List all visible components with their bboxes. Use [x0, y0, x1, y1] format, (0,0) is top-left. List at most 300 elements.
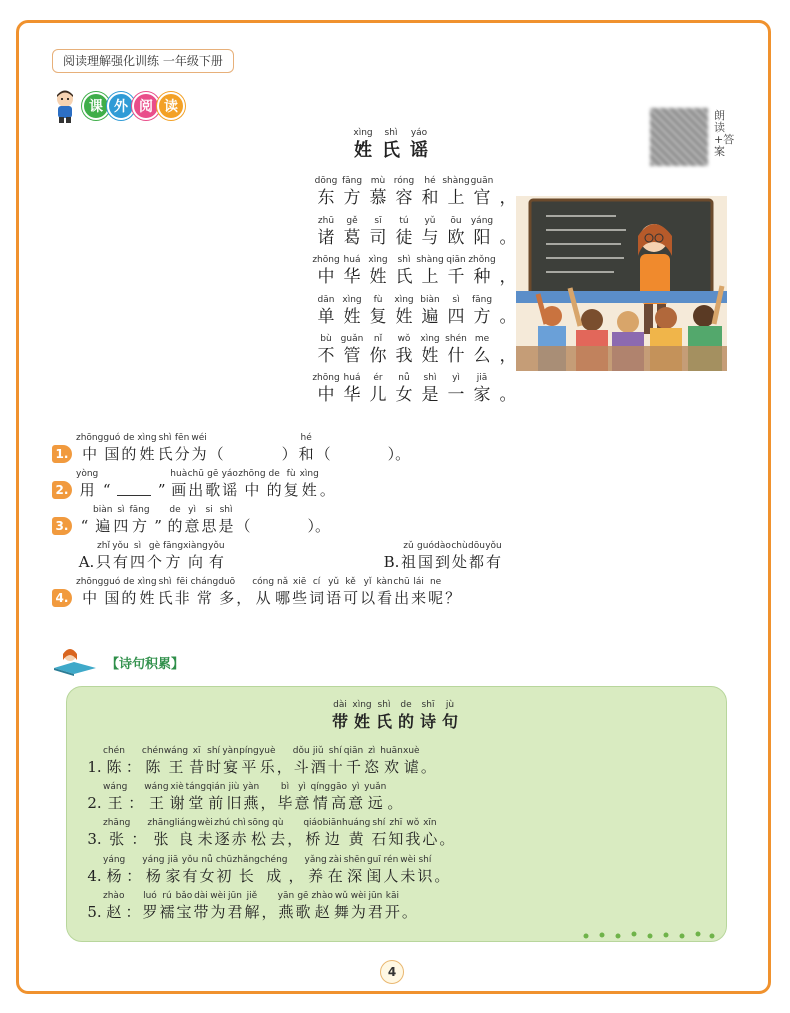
- ruby-char: [169, 782, 186, 813]
- book-title-tag: 阅读理解强化训练 一年级下册: [52, 49, 234, 73]
- ruby-char: [365, 855, 382, 886]
- ruby-char: [191, 433, 208, 464]
- ruby-char: [124, 891, 141, 922]
- ruby-char: [485, 541, 502, 572]
- hanzi: 带: [193, 903, 209, 921]
- ruby-char: [329, 700, 351, 733]
- book-girl-icon: [50, 646, 102, 676]
- pinyin: yǔ: [328, 577, 340, 587]
- hanzi: （: [235, 517, 251, 535]
- pinyin: sì: [117, 505, 125, 515]
- hanzi: 画: [171, 481, 187, 499]
- ruby-char: [359, 577, 376, 608]
- hanzi: 华: [343, 385, 361, 405]
- hanzi: 。: [401, 903, 417, 921]
- pinyin: táng: [185, 782, 207, 792]
- hanzi: 5.: [87, 903, 102, 921]
- hanzi: “: [102, 481, 111, 499]
- pinyin: cóng: [252, 577, 275, 587]
- pinyin: yòng: [76, 469, 99, 479]
- pinyin: cháng: [190, 577, 219, 587]
- hanzi: 昔: [189, 758, 205, 776]
- hanzi: 。: [499, 307, 517, 327]
- ruby-char: [339, 216, 365, 249]
- hanzi: 出: [188, 481, 204, 499]
- text-line: [313, 334, 521, 367]
- ruby-char: [208, 433, 225, 464]
- pinyin: nǐ: [373, 334, 383, 344]
- pinyin: qù: [272, 818, 284, 828]
- ruby-char: [319, 469, 336, 500]
- hanzi: 宴: [223, 758, 239, 776]
- pinyin: xìng: [299, 469, 319, 479]
- pinyin: zhōng: [76, 433, 104, 443]
- pinyin: jiā: [167, 855, 179, 865]
- pinyin: róng: [393, 176, 415, 186]
- pinyin: yǐ: [363, 577, 372, 587]
- ruby-char: [400, 541, 417, 572]
- ruby-char: [323, 818, 342, 849]
- pinyin: de: [123, 577, 135, 587]
- pinyin: de: [268, 469, 280, 479]
- pinyin: xuè: [403, 746, 420, 756]
- pinyin: jiā: [476, 373, 488, 383]
- pinyin: xìng: [137, 433, 157, 443]
- ruby-char: [339, 295, 365, 328]
- pinyin: shén: [445, 334, 467, 344]
- hanzi: 谣: [222, 481, 238, 499]
- ruby-char: [451, 541, 468, 572]
- pinyin: shì: [397, 255, 411, 265]
- pinyin: zhāng: [147, 818, 175, 828]
- pinyin: bì: [280, 782, 290, 792]
- ruby-char: [112, 505, 129, 536]
- hanzi: 多: [219, 589, 235, 607]
- hanzi: A.: [78, 553, 95, 571]
- pinyin: shí: [207, 746, 221, 756]
- pinyin: yàn: [222, 746, 239, 756]
- ruby-char: [311, 782, 331, 813]
- hanzi: 句: [441, 712, 458, 731]
- hanzi: 姓: [301, 481, 317, 499]
- ruby-char: [401, 891, 418, 922]
- ruby-char: [239, 746, 259, 777]
- ruby-char: [86, 746, 103, 777]
- hanzi: 葛: [343, 228, 361, 248]
- ruby-char: [137, 577, 156, 608]
- pinyin: shì: [158, 433, 172, 443]
- pinyin: xī: [192, 746, 201, 756]
- ruby-char: [339, 334, 365, 367]
- pinyin: shì: [384, 128, 398, 138]
- hanzi: 姓: [354, 140, 372, 161]
- ruby-char: [120, 577, 137, 608]
- ruby-char: [291, 577, 308, 608]
- hanzi: 黄: [348, 830, 364, 848]
- text-line: [313, 255, 521, 288]
- ruby-char: [274, 577, 291, 608]
- hanzi: 管: [343, 346, 361, 366]
- hanzi: B.: [383, 553, 400, 571]
- ruby-char: [311, 891, 332, 922]
- hanzi: 哪: [275, 589, 291, 607]
- pinyin: guǎn: [340, 334, 364, 344]
- pinyin: yǒu: [485, 541, 502, 551]
- pinyin: dān: [317, 295, 335, 305]
- poem-title: [349, 128, 433, 163]
- ruby-char: [469, 334, 495, 367]
- pinyin: xīn: [423, 818, 437, 828]
- ruby-char: [351, 700, 373, 733]
- pinyin: hé: [424, 176, 436, 186]
- pinyin: gē: [297, 891, 309, 901]
- hanzi: 的: [167, 517, 183, 535]
- ruby-char: [443, 334, 469, 367]
- hanzi: 心: [422, 830, 438, 848]
- hanzi: ）: [281, 445, 297, 463]
- hanzi: 只: [95, 553, 111, 571]
- hanzi: 中: [244, 481, 260, 499]
- text-line: [313, 295, 521, 328]
- hanzi: 恣: [364, 758, 380, 776]
- hanzi: 方: [473, 307, 491, 327]
- pinyin: mù: [370, 176, 386, 186]
- ruby-char: [182, 855, 199, 886]
- pinyin: shì: [377, 700, 391, 710]
- ruby-char: [365, 255, 391, 288]
- ruby-char: [439, 700, 461, 733]
- hanzi: 千: [447, 267, 465, 287]
- hanzi: 去: [270, 830, 286, 848]
- hanzi: 官: [473, 188, 491, 208]
- hanzi: 张: [109, 830, 125, 848]
- hanzi: 司: [369, 228, 387, 248]
- hanzi: 杨: [145, 867, 161, 885]
- pinyin: dài: [333, 700, 347, 710]
- hanzi: （: [208, 445, 224, 463]
- pinyin: biàn: [93, 505, 113, 515]
- pinyin: guī: [366, 855, 381, 865]
- pinyin: xìng: [420, 334, 440, 344]
- ruby-char: [174, 433, 191, 464]
- ruby-char: [103, 433, 120, 464]
- ruby-char: [163, 541, 183, 572]
- ruby-char: [294, 891, 311, 922]
- hanzi: 赵: [106, 903, 122, 921]
- ruby-char: [310, 746, 327, 777]
- underline-blank[interactable]: [117, 495, 151, 496]
- pinyin: píng: [239, 746, 259, 756]
- ruby-char: [313, 216, 339, 249]
- pinyin: tú: [399, 216, 409, 226]
- ruby-char: [342, 577, 359, 608]
- pinyin: xiē: [292, 577, 307, 587]
- ruby-char: [377, 128, 405, 163]
- ruby-char: [103, 891, 124, 922]
- hanzi: 成: [266, 867, 282, 885]
- pinyin: chén: [103, 746, 125, 756]
- ruby-char: [495, 373, 521, 406]
- hanzi: 有: [112, 553, 128, 571]
- pinyin: yuè: [258, 746, 276, 756]
- ruby-char: [86, 855, 103, 886]
- ruby-char: [147, 818, 174, 849]
- hanzi: 千: [345, 758, 361, 776]
- pinyin: chéng: [259, 855, 288, 865]
- pinyin: wèi: [197, 818, 213, 828]
- ruby-char: [281, 433, 298, 464]
- hanzi: 阳: [473, 228, 491, 248]
- hanzi: 诸: [317, 228, 335, 248]
- pinyin: guó: [103, 433, 121, 443]
- hanzi: ？: [445, 589, 461, 607]
- ruby-char: [391, 176, 417, 209]
- pinyin: chū: [215, 855, 233, 865]
- pinyin: chén: [141, 746, 164, 756]
- hanzi: ，: [260, 794, 276, 812]
- hanzi: 歌: [295, 903, 311, 921]
- ruby-char: [365, 373, 391, 406]
- pinyin: luó: [143, 891, 157, 901]
- hanzi: 我: [405, 830, 421, 848]
- ruby-char: [218, 577, 235, 608]
- ruby-char: [226, 782, 243, 813]
- ruby-char: [443, 373, 469, 406]
- question-number: 1.: [52, 445, 72, 463]
- hanzi: 上: [421, 267, 439, 287]
- pinyin: shàng: [442, 176, 470, 186]
- ruby-char: [120, 433, 137, 464]
- ruby-char: [243, 782, 260, 813]
- hanzi: 我: [395, 346, 413, 366]
- pinyin: qián: [206, 782, 226, 792]
- ruby-char: [391, 255, 417, 288]
- pinyin: xìng: [342, 295, 362, 305]
- ruby-char: [350, 891, 367, 922]
- ruby-char: [76, 469, 98, 500]
- hanzi: 高: [331, 794, 347, 812]
- hanzi: 谑: [403, 758, 419, 776]
- hanzi: 谢: [169, 794, 185, 812]
- ruby-char: [303, 818, 322, 849]
- pinyin: xìng: [137, 577, 157, 587]
- pinyin: huáng: [342, 818, 371, 828]
- hanzi: 姓: [369, 267, 387, 287]
- hanzi: 酒: [310, 758, 326, 776]
- pinyin: shī: [421, 700, 435, 710]
- ruby-char: [248, 818, 270, 849]
- pinyin: cí: [312, 577, 321, 587]
- ruby-char: [417, 176, 443, 209]
- hanzi: 2.: [87, 794, 102, 812]
- pinyin: zhǎng: [232, 855, 260, 865]
- ruby-char: [183, 541, 208, 572]
- pinyin: yǔ: [424, 216, 436, 226]
- hanzi: 姓: [139, 589, 155, 607]
- pinyin: zhú: [214, 818, 231, 828]
- pinyin: zhū: [317, 216, 335, 226]
- pinyin: fēn: [174, 433, 190, 443]
- hanzi: 前: [208, 794, 224, 812]
- pinyin: lái: [413, 577, 424, 587]
- ruby-char: [388, 433, 411, 464]
- hanzi: 不: [317, 346, 335, 366]
- ruby-char: [146, 541, 163, 572]
- pinyin: zhào: [103, 891, 125, 901]
- ruby-char: [150, 505, 167, 536]
- ruby-char: [129, 541, 146, 572]
- pinyin: wéi: [191, 433, 207, 443]
- ruby-char: [103, 577, 120, 608]
- hanzi: 为: [191, 445, 207, 463]
- pinyin: fāng: [129, 505, 150, 515]
- pinyin: qiáo: [303, 818, 323, 828]
- pinyin: guó: [103, 577, 121, 587]
- hanzi: 以: [360, 589, 376, 607]
- hanzi: 中: [82, 445, 98, 463]
- hanzi: 国: [104, 589, 120, 607]
- hanzi: 向: [187, 553, 203, 571]
- ruby-char: [367, 891, 384, 922]
- ruby-char: [384, 891, 401, 922]
- ruby-char: [417, 541, 434, 572]
- hanzi: 思: [201, 517, 217, 535]
- pinyin: guān: [470, 176, 494, 186]
- pinyin: jiù: [228, 782, 240, 792]
- ruby-char: [226, 891, 243, 922]
- hanzi: 处: [451, 553, 467, 571]
- ruby-char: [443, 255, 469, 288]
- accumulation-tag: 【诗句积累】: [106, 657, 185, 672]
- pinyin: biàn: [420, 295, 440, 305]
- hanzi: 姓: [353, 712, 370, 731]
- pinyin: fēi: [176, 577, 188, 587]
- hanzi: 和: [421, 188, 439, 208]
- ruby-char: [365, 216, 391, 249]
- ruby-char: [266, 469, 283, 500]
- hanzi: 杨: [106, 867, 122, 885]
- kid-icon: [50, 88, 80, 124]
- qr-code[interactable]: [650, 108, 708, 166]
- ruby-char: [201, 505, 218, 536]
- hanzi: 时: [206, 758, 222, 776]
- hanzi: 1.: [87, 758, 102, 776]
- hanzi: 旧: [226, 794, 242, 812]
- ruby-char: [153, 469, 170, 500]
- ruby-char: [125, 855, 142, 886]
- hanzi: 方: [165, 553, 181, 571]
- ruby-char: [416, 855, 433, 886]
- ruby-char: [468, 541, 485, 572]
- hanzi: 。: [439, 830, 455, 848]
- ruby-char: [76, 577, 103, 608]
- pinyin: qiān: [343, 746, 364, 756]
- hanzi: 看: [377, 589, 393, 607]
- ruby-char: [469, 176, 495, 209]
- pinyin: zì: [368, 746, 376, 756]
- pinyin: xìng: [353, 128, 373, 138]
- hanzi: 氏: [395, 267, 413, 287]
- pinyin: gāo: [330, 782, 347, 792]
- hanzi: 氏: [157, 445, 173, 463]
- hanzi: 词: [309, 589, 325, 607]
- pinyin: wáng: [163, 746, 189, 756]
- ruby-char: [164, 746, 188, 777]
- ruby-char: [313, 334, 339, 367]
- pinyin: wèi: [400, 855, 416, 865]
- ruby-char: [286, 818, 303, 849]
- text-line: [313, 216, 521, 249]
- ruby-char: [103, 855, 125, 886]
- text-line: [52, 469, 336, 500]
- pinyin: duō: [218, 577, 236, 587]
- text-line: [86, 782, 403, 813]
- hanzi: 有: [485, 553, 501, 571]
- page-number: 4: [380, 960, 404, 984]
- pinyin: yān: [277, 891, 295, 901]
- section-title: [82, 92, 182, 120]
- pinyin: yáo: [221, 469, 238, 479]
- hanzi: （: [315, 445, 331, 463]
- ruby-char: [308, 505, 331, 536]
- hanzi: 深: [347, 867, 363, 885]
- ruby-char: [305, 855, 327, 886]
- hanzi: 为: [210, 903, 226, 921]
- ruby-char: [205, 746, 222, 777]
- ruby-char: [370, 818, 387, 849]
- hanzi: 的: [121, 445, 137, 463]
- pinyin: xiàng: [183, 541, 208, 551]
- ruby-char: [373, 700, 395, 733]
- pinyin: shì: [158, 577, 172, 587]
- hanzi: 有: [182, 867, 198, 885]
- hanzi: 欢: [384, 758, 400, 776]
- pinyin: zhōng: [76, 577, 104, 587]
- hanzi: ）。: [387, 445, 411, 463]
- hanzi: 容: [395, 188, 413, 208]
- hanzi: 姓: [139, 445, 155, 463]
- hanzi: 十: [327, 758, 343, 776]
- ruby-char: [417, 700, 439, 733]
- pinyin: yì: [188, 505, 196, 515]
- hanzi: ，: [287, 830, 303, 848]
- ruby-char: [395, 700, 417, 733]
- hanzi: 长: [238, 867, 254, 885]
- pinyin: de: [123, 433, 135, 443]
- ruby-char: [382, 855, 399, 886]
- ruby-char: [221, 469, 238, 500]
- hanzi: 边: [324, 830, 340, 848]
- pinyin: nǚ: [201, 855, 213, 865]
- ruby-char: [112, 541, 129, 572]
- ruby-char: [363, 746, 380, 777]
- pinyin: wǒ: [397, 334, 411, 344]
- hanzi: 方: [131, 517, 147, 535]
- hanzi: ”: [157, 481, 166, 499]
- hanzi: 燕: [243, 794, 259, 812]
- text-line: [52, 505, 330, 536]
- hanzi: 欧: [447, 228, 465, 248]
- hanzi: 是: [218, 517, 234, 535]
- hanzi: 的: [397, 712, 414, 731]
- ruby-char: [95, 541, 112, 572]
- pinyin: xìng: [368, 255, 388, 265]
- hanzi: 姓: [343, 307, 361, 327]
- pinyin: chū: [187, 469, 204, 479]
- ruby-char: [313, 295, 339, 328]
- ruby-char: [469, 216, 495, 249]
- hanzi: 远: [367, 794, 383, 812]
